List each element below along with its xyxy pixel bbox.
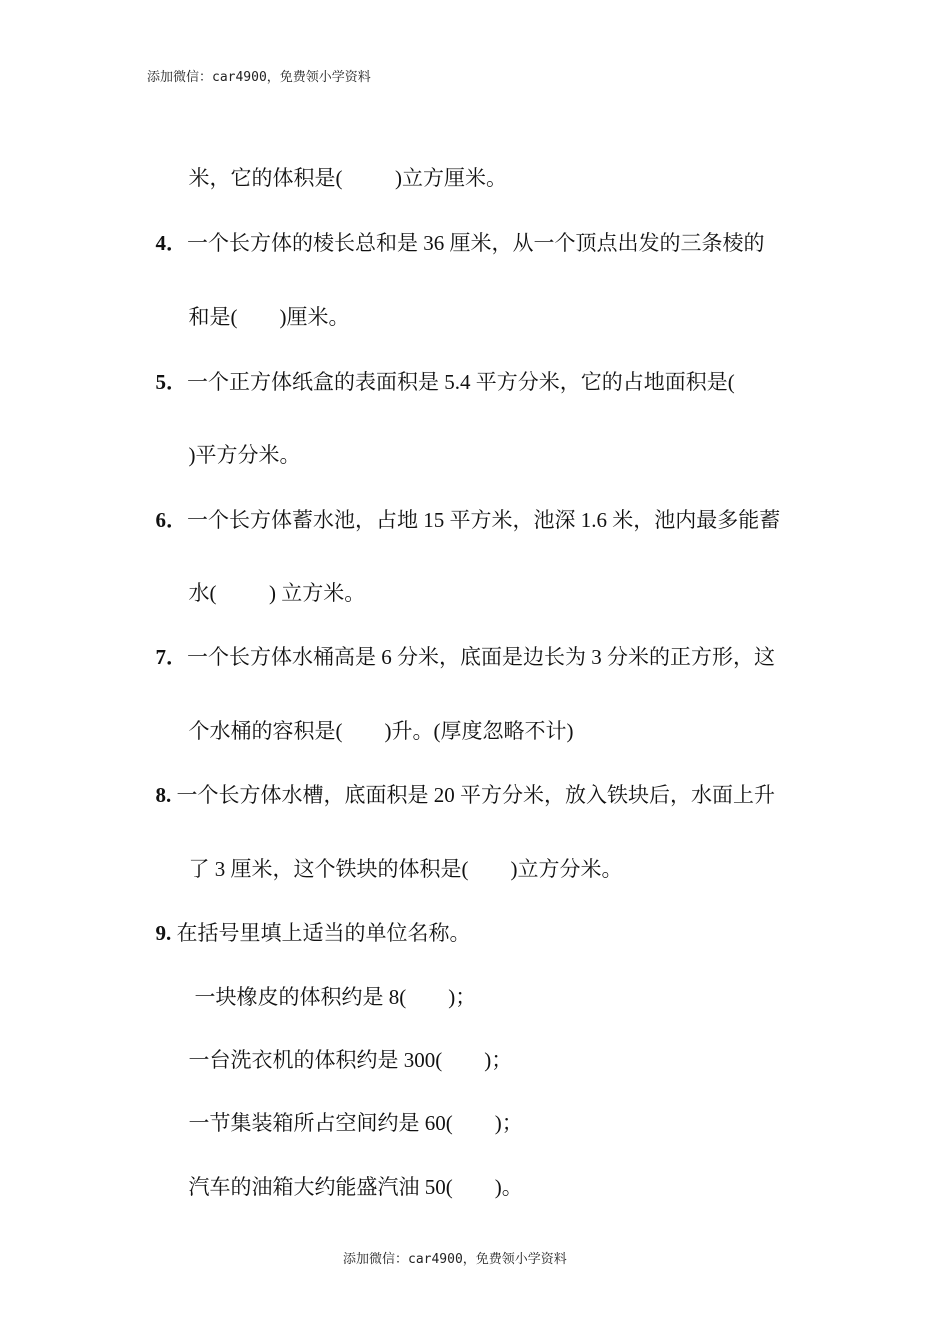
question-4-continuation bbox=[178, 275, 350, 331]
question-number: 5． bbox=[155, 370, 187, 394]
question-4 bbox=[145, 201, 765, 257]
watermark-footer: 添加微信：car4900，免费领小学资料 bbox=[343, 1252, 567, 1267]
line-text: 一个长方体水桶高是 6 分米，底面是边长为 3 分米的正方形，这 bbox=[187, 645, 775, 669]
line-text: 水( ) 立方米。 bbox=[188, 581, 366, 605]
question-8-continuation bbox=[178, 827, 623, 883]
question-5-continuation bbox=[178, 413, 301, 469]
line-text: 汽车的油箱大约能盛汽油 50( )。 bbox=[188, 1175, 523, 1199]
question-number: 6． bbox=[155, 508, 187, 532]
line-text: 在括号里填上适当的单位名称。 bbox=[171, 921, 471, 945]
question-number: 8. bbox=[155, 783, 172, 807]
line-text: 一个长方体的棱长总和是 36 厘米，从一个顶点出发的三条棱的 bbox=[187, 231, 765, 255]
line-text: 一个长方体水槽，底面积是 20 平方分米，放入铁块后，水面上升 bbox=[171, 783, 775, 807]
question-number: 9. bbox=[155, 921, 172, 945]
line-text: 一台洗衣机的体积约是 300( )； bbox=[188, 1048, 513, 1072]
question-5 bbox=[145, 340, 735, 396]
line-text: 一节集装箱所占空间约是 60( )； bbox=[188, 1111, 523, 1135]
question-9-item-4 bbox=[178, 1145, 523, 1201]
question-9-item-1 bbox=[184, 955, 476, 1011]
question-6-continuation bbox=[178, 551, 365, 607]
question-8 bbox=[145, 753, 775, 809]
line-text: 和是( )厘米。 bbox=[188, 305, 350, 329]
line-text: 个水桶的容积是( )升。(厚度忽略不计) bbox=[188, 719, 574, 743]
question-number: 4． bbox=[155, 231, 187, 255]
question-9 bbox=[145, 891, 471, 947]
line-text: )平方分米。 bbox=[188, 443, 301, 467]
question-7 bbox=[145, 615, 775, 671]
question-9-item-2 bbox=[178, 1018, 512, 1074]
line-text: 一个长方体蓄水池，占地 15 平方米，池深 1.6 米，池内最多能蓄 bbox=[187, 508, 781, 532]
question-9-item-3 bbox=[178, 1081, 523, 1137]
question-number: 7． bbox=[155, 645, 187, 669]
question-7-continuation bbox=[178, 689, 573, 745]
watermark-header: 添加微信：car4900，免费领小学资料 bbox=[147, 70, 371, 85]
question-6 bbox=[145, 478, 780, 534]
line-text: 一个正方体纸盒的表面积是 5.4 平方分米，它的占地面积是( bbox=[187, 370, 735, 394]
line-text: 一块橡皮的体积约是 8( )； bbox=[194, 985, 477, 1009]
question-3-continuation bbox=[178, 136, 507, 192]
line-text: 米，它的体积是( )立方厘米。 bbox=[188, 166, 507, 190]
line-text: 了 3 厘米，这个铁块的体积是( )立方分米。 bbox=[188, 857, 623, 881]
